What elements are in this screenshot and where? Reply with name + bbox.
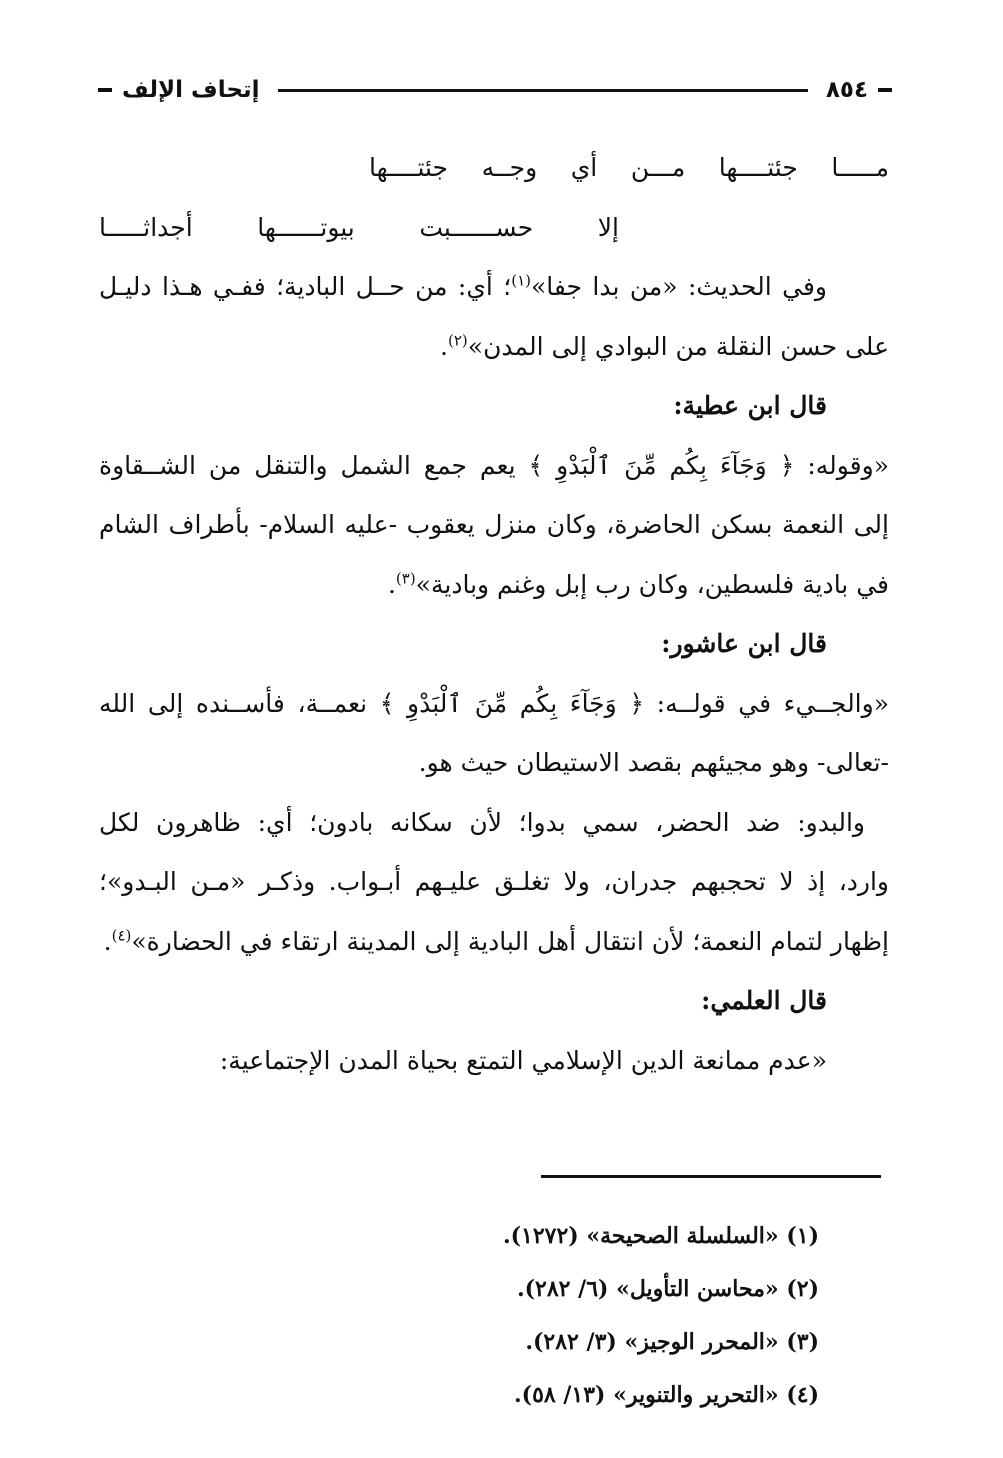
footnote-marker-3: (٣) <box>395 569 416 588</box>
section-heading: قال ابن عاشور: <box>661 629 827 658</box>
footnote-marker-1: (١) <box>511 271 531 290</box>
text-run: . <box>440 331 448 361</box>
book-title: إتحاف الإلف <box>122 77 260 103</box>
paragraph-line <box>99 317 889 377</box>
paragraph-line: -تعالى- وهو مجيئهم بقصد الاستيطان حيث هو. <box>418 748 889 777</box>
text-run: إظهار لتمام النعمة؛ لأن انتقال أهل البادية إلى المدينة ارتقاء في الحضارة» <box>131 926 889 956</box>
footnote-marker-4: (٤) <box>111 926 132 945</box>
section-heading: قال العلمي: <box>701 986 827 1015</box>
header-dash-left <box>98 88 112 92</box>
text-run: . <box>387 569 396 599</box>
footnote-3: (٣) «المحرر الوجيز» (٣/ ٢٨٢). <box>525 1329 819 1355</box>
paragraph-line: والبدو: ضد الحضر، سمي بدوا؛ لأن سكانه بادون؛ أي: ظاهرون لكل <box>99 807 865 837</box>
header-dash-right <box>878 88 892 92</box>
header-rule <box>278 89 808 92</box>
page-number: ٨٥٤ <box>825 77 868 103</box>
footnote-1: (١) «السلسلة الصحيحة» (١٢٧٢). <box>502 1223 819 1249</box>
text-run: . <box>103 926 112 956</box>
footnote-marker-2: (٢) <box>448 331 468 350</box>
paragraph-line: «وقوله: ﴿ وَجَآءَ بِكُم مِّنَ ٱلْبَدْوِ ﴾ يعم جمع الشمل والتنقل من الشــقاوة <box>99 450 889 480</box>
text-run: على حسن النقلة من البوادي إلى المدن» <box>467 331 889 361</box>
paragraph-line: «والجــيء في قولــه: ﴿ وَجَآءَ بِكُم مِّنَ ٱلْبَدْوِ ﴾ نعمــة، فأســنده إلى الله <box>99 688 889 718</box>
footnote-separator <box>541 1175 881 1178</box>
running-header <box>92 72 898 108</box>
footnote-4: (٤) «التحرير والتنوير» (١٣/ ٥٨). <box>513 1382 819 1408</box>
footnote-2: (٢) «محاسن التأويل» (٦/ ٢٨٢). <box>516 1276 819 1302</box>
paragraph-line <box>99 912 889 972</box>
paragraph-line <box>99 257 889 317</box>
text-run: وفي الحديث: «من بدا جفا» <box>531 272 827 301</box>
paragraph-line: «عدم ممانعة الدين الإسلامي التمتع بحياة المدن الإجتماعية: <box>219 1045 827 1075</box>
paragraph-line <box>99 555 889 615</box>
paragraph-line: إلى النعمة بسكن الحاضرة، وكان منزل يعقوب -عليه السلام- بأطراف الشام <box>99 510 889 539</box>
paragraph-line: وارد، إذ لا تحجبهم جدران، ولا تغلـق عليـهم أبـواب. وذكـر «مـن البـدو»؛ <box>99 867 889 896</box>
poem-line-1: مـــــا جئتــــها مـــن أي وجــه جئتــــها <box>369 153 889 182</box>
text-run: ؛ أي: من حــل البادية؛ ففـي هـذا دليـل <box>99 272 512 301</box>
section-heading: قال ابن عطية: <box>673 391 827 420</box>
footnotes <box>219 1210 819 1422</box>
text-run: في بادية فلسطين، وكان رب إبل وغنم وبادية» <box>415 569 889 599</box>
main-text <box>99 138 889 1090</box>
poem-line-2: إلا حســــــبت بيوتــــــها أجداثـــــا <box>99 212 619 242</box>
